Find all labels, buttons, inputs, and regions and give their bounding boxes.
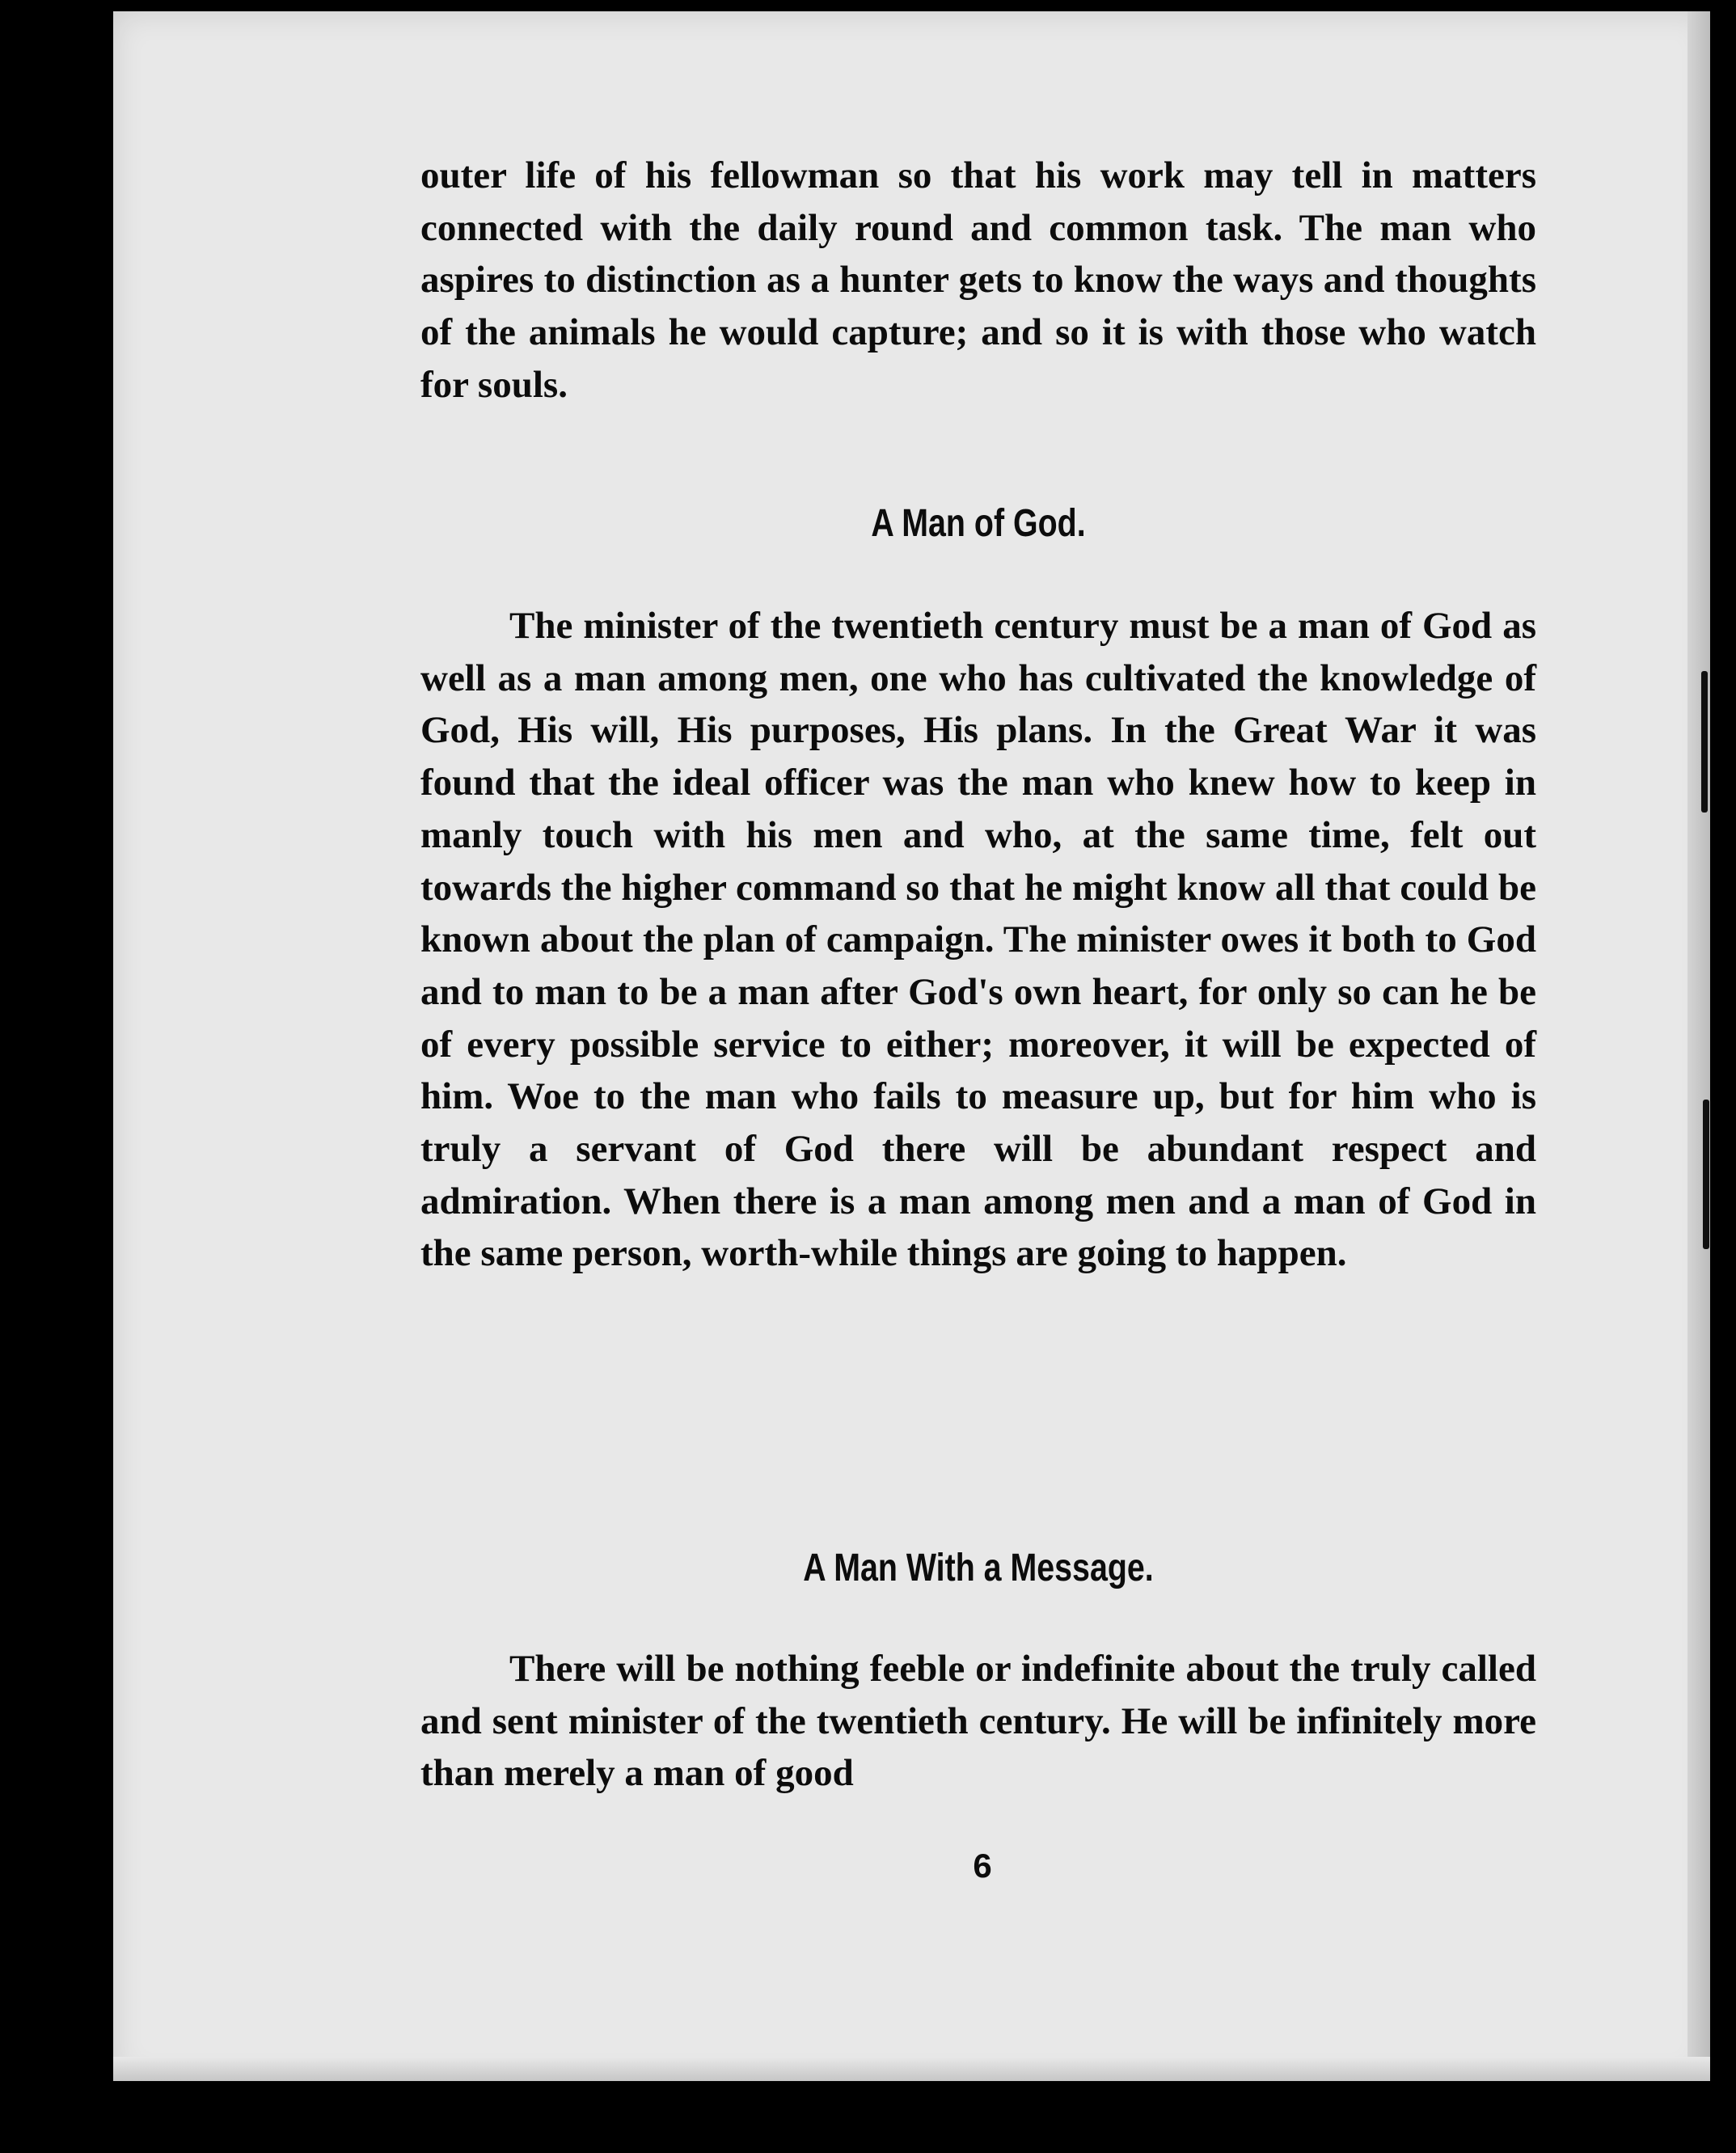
body-paragraph: There will be nothing feeble or indefinite about the truly called and sent minister of the twentieth century. He will be infinitely more than merely a man of good	[420, 1648, 1536, 1795]
scan-edge-mark	[1703, 1100, 1709, 1249]
body-paragraph: The minister of the twentieth century must be a man of God as well as a man among men, one who has cultivated the knowledge of God, His will, His purposes, His plans. In the Great War it was found that the ideal officer was the man who knew how to keep in manly touch with his men and who, at the same time, felt out towards the higher command so that he might know all that could be known about the plan of campaign. The minister owes it both to God and to man to be a man after God's own heart, for only so can he be of every possible service to either; moreover, it will be expected of him. Woe to the man who fails to measure up, but for him who is truly a servant of God there will be abundant respect and admiration. When there is a man among men and a man of God in the same person, worth-while things are going to happen.	[420, 605, 1536, 1275]
page-fold-shadow	[1687, 11, 1710, 2081]
scan-edge-mark	[1701, 671, 1708, 813]
body-paragraph: outer life of his fellowman so that his work may tell in matters connected with the daily round and common task. The man who aspires to distinction as a hunter gets to know the ways and thoughts of the animals he would capture; and so it is with those who watch for souls.	[420, 154, 1536, 406]
page-bottom-edge	[113, 2057, 1710, 2081]
section-heading: A Man of God.	[871, 502, 1086, 545]
page-number: 6	[973, 1847, 992, 1885]
section-heading: A Man With a Message.	[803, 1547, 1154, 1589]
